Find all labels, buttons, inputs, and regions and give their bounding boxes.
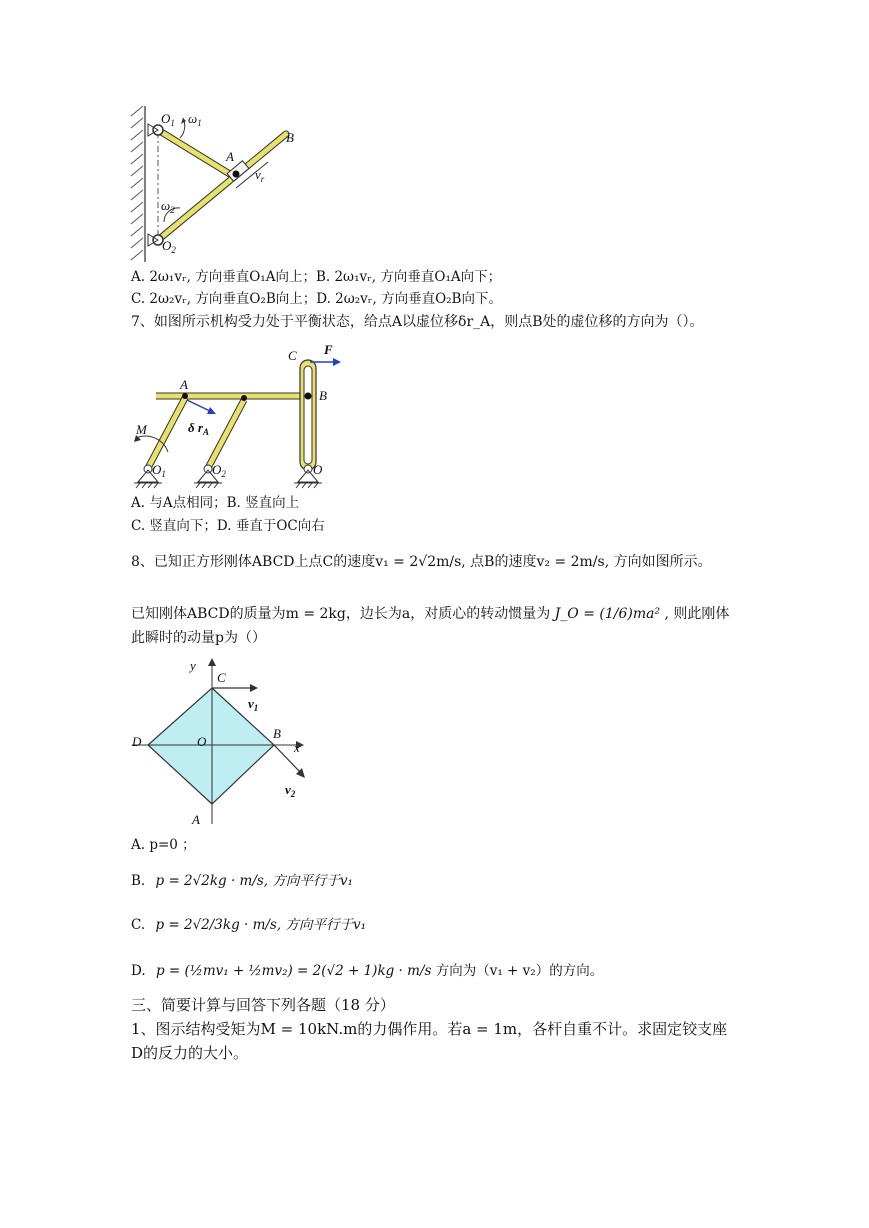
q6-option-cd: C. 2ω₂vᵣ, 方向垂直O₂B向上；D. 2ω₂vᵣ, 方向垂直O₂B向下。 [131,291,502,307]
figure-q8-square [128,654,313,830]
label-B: B [273,726,281,741]
label-A: A [226,149,234,164]
joint-A [182,393,188,399]
rod-O2B [158,134,286,240]
label-F: F [324,342,333,357]
v1-arrow [212,684,258,692]
label-O2: $O_2$ [162,238,176,255]
section3-q1-line2: D的反力的大小。 [131,1044,249,1062]
label-O: O [197,734,207,749]
label-x: x [294,740,300,755]
label-A: A [180,377,188,392]
label-omega2: $\omega_2$ [161,198,175,215]
v2-arrow [274,745,305,778]
q7-option-ab: A. 与A点相同；B. 竖直向上 [131,495,300,511]
label-O1: $O_1$ [161,111,175,128]
label-D: D [132,734,142,749]
inertia-formula: J_O = (1/6)ma² [554,606,661,622]
joint-B [305,393,312,400]
q8-option-b: B. p = 2√2kg · m/s, 方向平行于v₁ [131,873,353,889]
q8-option-a: A. p=0 ； [131,837,196,853]
section3-heading: 三、简要计算与回答下列各题（18 分） [131,996,395,1014]
label-vr: $v_r$ [255,167,265,184]
q8-line2: 已知刚体ABCD的质量为m = 2kg，边长为a，对质心的转动惯量为 J_O = (1/6)ma² , 则此刚体 [131,606,730,622]
slotted-bar-OC [300,360,316,470]
virtual-displacement-arrow [187,400,216,414]
label-O: O [313,462,323,477]
rod-O1A [158,130,233,176]
section3-q1-line1: 1、图示结构受矩为M = 10kN.m的力偶作用。若a = 1m，各杆自重不计。求固定铰支座 [131,1020,728,1038]
q8-option-d: D. p = (½mv₁ + ½mv₂) = 2(√2 + 1)kg · m/s 方向为（v₁ + v₂）的方向。 [131,963,604,979]
label-O1: $O_1$ [152,462,166,479]
support-O2 [148,234,163,246]
figure-q6-mechanism [128,104,308,266]
q8-line1: 8、已知正方形刚体ABCD上点C的速度v₁ = 2√2m/s, 点B的速度v₂ = 2m/s, 方向如图所示。 [131,554,712,570]
q7-stem: 7、如图所示机构受力处于平衡状态，给点A以虚位移δr_A，则点B处的虚位移的方向为（）。 [131,314,704,330]
q8-line3: 此瞬时的动量p为（） [131,630,266,646]
label-O2: $O_2$ [212,462,226,479]
rod-O2 [208,400,244,468]
label-C: C [217,670,226,685]
label-M: M [136,422,147,437]
label-omega1: $\omega_1$ [188,111,202,128]
label-delta-rA: δ $r_A$ [188,420,209,437]
figure-q7-mechanism [128,342,343,490]
q6-option-ab: A. 2ω₁vᵣ, 方向垂直O₁A向上；B. 2ω₁vᵣ, 方向垂直O₁A向下； [131,269,502,285]
label-v2: $v_2$ [285,782,296,799]
rod-O1A [148,398,185,468]
q8-option-c: C. p = 2√2/3kg · m/s, 方向平行于v₁ [131,917,366,933]
label-B: B [286,130,294,145]
joint-A [233,171,240,178]
label-v1: $v_1$ [248,696,259,713]
q7-option-cd: C. 竖直向下；D. 垂直于OC向右 [131,518,325,534]
label-y: y [190,658,196,673]
label-B: B [319,388,327,403]
label-A: A [192,812,200,827]
label-C: C [288,348,297,363]
wall-hatch [131,106,145,262]
